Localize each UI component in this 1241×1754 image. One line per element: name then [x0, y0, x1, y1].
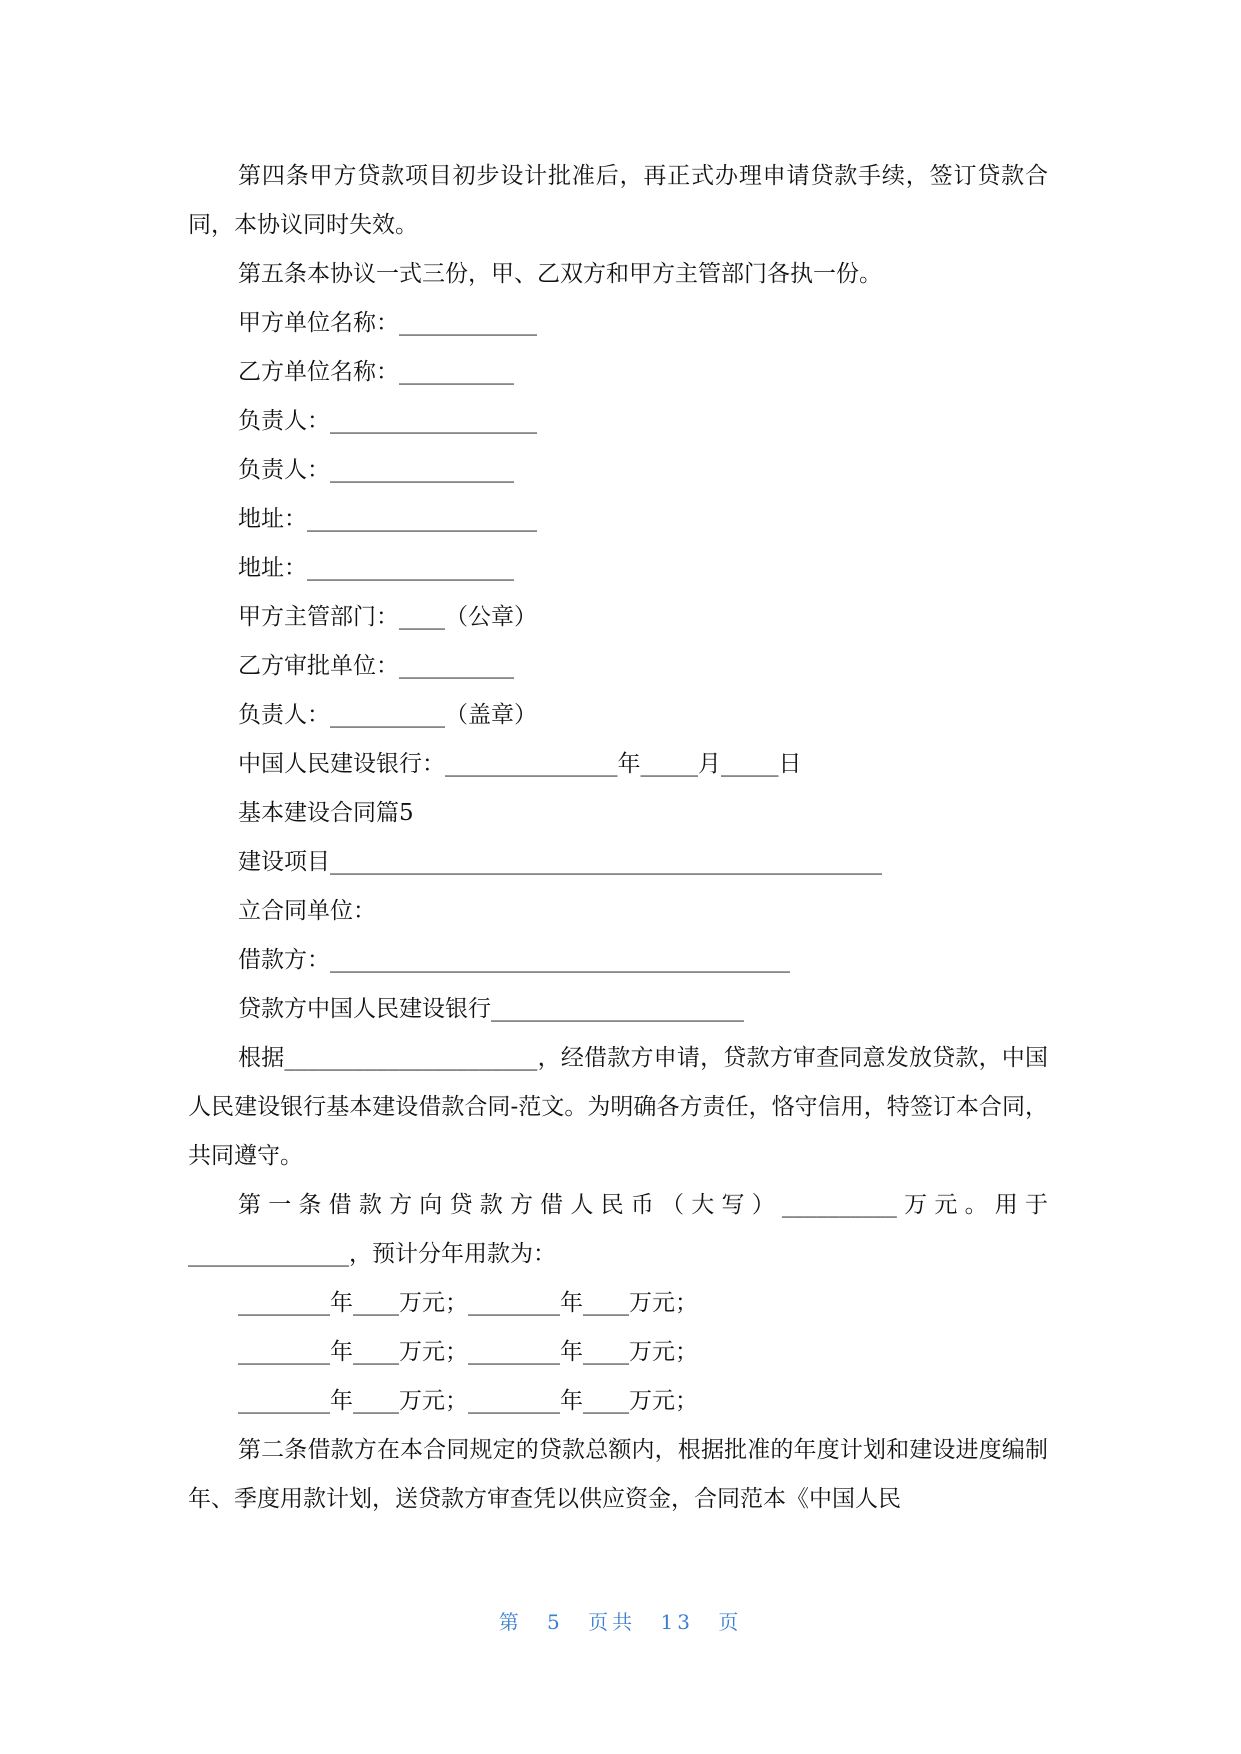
- form-line: 负责人：__________________: [238, 408, 537, 434]
- form-line: 负责人：__________（盖章）: [238, 702, 537, 728]
- paragraph: 第四条甲方贷款项目初步设计批准后，再正式办理申请贷款手续，签订贷款合同，本协议同时失效。: [188, 163, 1048, 238]
- form-line: 地址：__________________: [238, 555, 514, 581]
- paragraph: 根据______________________，经借款方申请，贷款方审查同意发放贷款，中国人民建设银行基本建设借款合同-范文。为明确各方责任，恪守信用，特签订本合同，共同遵守。: [188, 1045, 1048, 1169]
- paragraph: 第二条借款方在本合同规定的贷款总额内，根据批准的年度计划和建设进度编制年、季度用款计划，送贷款方审查凭以供应资金，合同范本《中国人民: [188, 1437, 1048, 1512]
- form-line: 甲方单位名称：____________: [238, 310, 537, 336]
- form-line: 乙方单位名称：__________: [238, 359, 514, 385]
- form-line: 负责人：________________: [238, 457, 514, 483]
- total-pages-number: 13: [660, 1610, 694, 1634]
- form-line: ________年____万元；________年____万元；: [238, 1290, 698, 1316]
- form-line: 乙方审批单位：__________: [238, 653, 514, 679]
- form-line: 中国人民建设银行：_______________年_____月_____日: [238, 751, 802, 777]
- form-line: ________年____万元；________年____万元；: [238, 1388, 698, 1414]
- form-line: 借款方：________________________________________: [238, 947, 790, 973]
- form-line: 建设项目________________________________________________: [238, 849, 882, 875]
- paragraph: 第一条借款方向贷款方借人民币（大写）__________万元。用于______________，预计分年用款为：: [188, 1192, 1048, 1267]
- section-heading: 基本建设合同篇5: [238, 800, 414, 826]
- current-page-number: 5: [547, 1610, 564, 1634]
- paragraph: 第五条本协议一式三份，甲、乙双方和甲方主管部门各执一份。: [238, 261, 882, 287]
- footer-mid: 页共: [588, 1610, 637, 1634]
- document-body: [188, 152, 1048, 1524]
- form-line: 贷款方中国人民建设银行______________________: [238, 996, 744, 1022]
- footer-prefix: 第: [498, 1610, 523, 1634]
- form-line: 地址：____________________: [238, 506, 537, 532]
- page-footer: [0, 1606, 1241, 1635]
- footer-suffix: 页: [718, 1610, 743, 1634]
- form-line: 甲方主管部门：____（公章）: [238, 604, 537, 630]
- form-line: ________年____万元；________年____万元；: [238, 1339, 698, 1365]
- form-line: 立合同单位：: [238, 898, 376, 924]
